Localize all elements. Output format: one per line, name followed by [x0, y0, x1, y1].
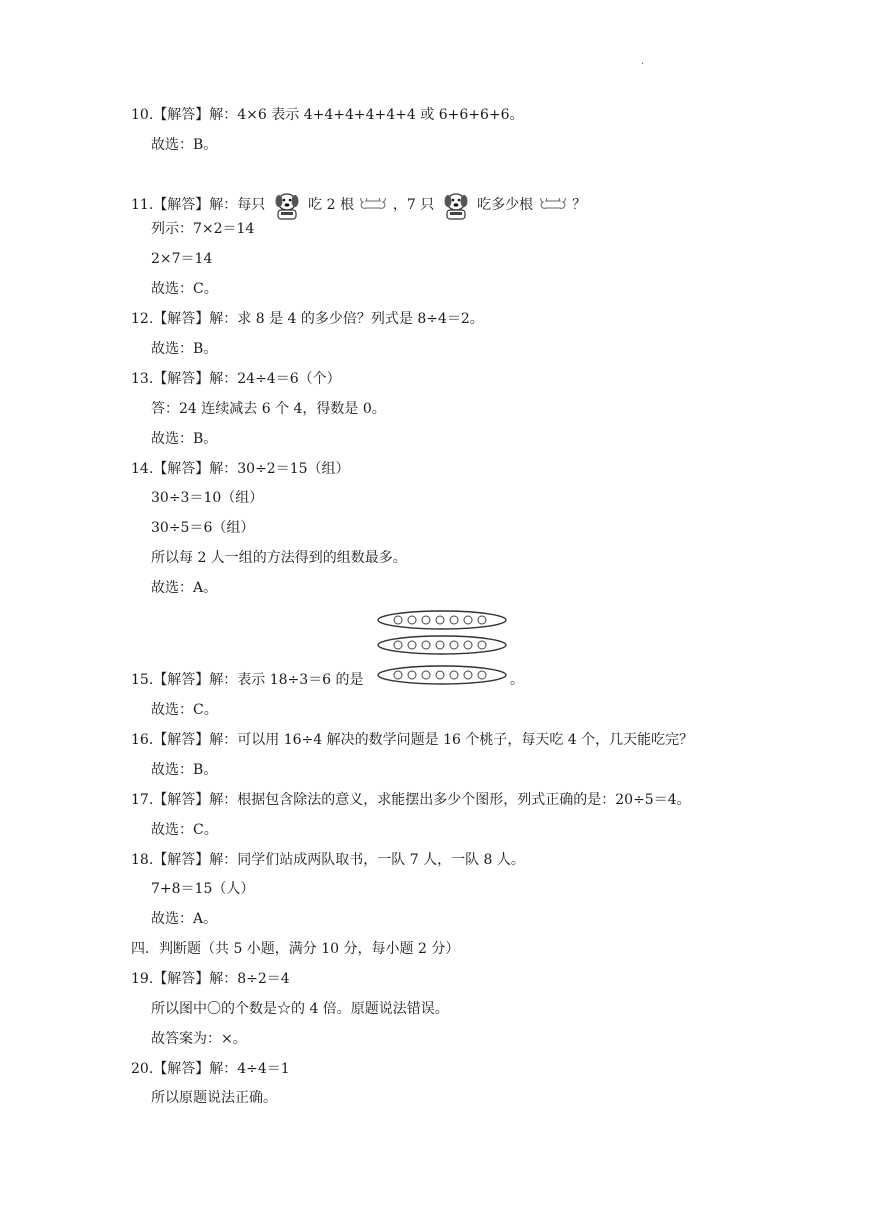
answer-20-explain: 所以原题说法正确。 [151, 1090, 277, 1106]
answer-15-choice: 故选：C。 [151, 702, 218, 718]
answer-19: 19.【解答】解：8÷2＝4 [131, 971, 290, 987]
answer-14-step3: 30÷5＝6（组） [151, 520, 255, 536]
answer-16-choice: 故选：B。 [151, 762, 218, 778]
answer-18-choice: 故选：A。 [151, 911, 218, 927]
answer-13: 13.【解答】解：24÷4＝6（个） [131, 371, 341, 387]
answer-14-conclusion: 所以每 2 人一组的方法得到的组数最多。 [151, 550, 407, 566]
group-ellipse-1 [378, 611, 506, 629]
answer-10-choice: 故选：B。 [151, 137, 218, 153]
answer-11 [131, 188, 586, 222]
answer-11-part4: 吃多少根 [477, 197, 534, 213]
bone-icon [358, 198, 388, 212]
answer-14: 14.【解答】解：30÷2＝15（组） [131, 461, 350, 477]
dog-icon [270, 188, 304, 222]
answer-17-choice: 故选：C。 [151, 822, 218, 838]
answer-16: 16.【解答】解：可以用 16÷4 解决的数学问题是 16 个桃子，每天吃 4 个，几天能吃完？ [131, 732, 694, 748]
section-4-heading: 四．判断题（共 5 小题，满分 10 分，每小题 2 分） [131, 941, 460, 957]
group-ellipse-2 [378, 636, 506, 654]
answer-14-choice: 故选：A。 [151, 580, 218, 596]
answer-18-step: 7+8＝15（人） [151, 881, 255, 897]
group-ellipse-3 [378, 666, 506, 684]
answer-11-choice: 故选：C。 [151, 281, 218, 297]
answer-11-step1: 列示：7×2＝14 [151, 221, 255, 237]
answer-20: 20.【解答】解：4÷4＝1 [131, 1061, 290, 1077]
answer-11-part2: 吃 2 根 [308, 197, 354, 213]
answer-13-choice: 故选：B。 [151, 431, 218, 447]
dog-icon [439, 188, 473, 222]
answer-17: 17.【解答】解：根据包含除法的意义，求能摆出多少个图形，列式正确的是：20÷5＝4。 [131, 792, 691, 808]
answer-19-explain: 所以图中〇的个数是☆的 4 倍。原题说法错误。 [151, 1001, 449, 1017]
answer-18: 18.【解答】解：同学们站成两队取书，一队 7 人，一队 8 人。 [131, 852, 525, 868]
grouped-animals-figure [376, 609, 510, 689]
answer-11-part1: 11.【解答】解：每只 [131, 197, 266, 213]
answer-11-part5: ？ [572, 197, 587, 213]
answer-14-step2: 30÷3＝10（组） [151, 490, 264, 506]
answer-11-part3: ，7 只 [392, 197, 435, 213]
answer-19-result: 故答案为：×。 [151, 1031, 247, 1047]
answer-13-explain: 答：24 连续减去 6 个 4，得数是 0。 [151, 401, 386, 417]
answer-15-end: 。 [510, 672, 524, 688]
answer-15: 15.【解答】解：表示 18÷3＝6 的是 [131, 672, 364, 688]
bone-icon [538, 198, 568, 212]
header-dot: . [641, 56, 645, 67]
answer-12: 12.【解答】解：求 8 是 4 的多少倍？列式是 8÷4＝2。 [131, 311, 484, 327]
answer-11-step2: 2×7＝14 [151, 251, 213, 267]
answer-10: 10.【解答】解：4×6 表示 4+4+4+4+4+4 或 6+6+6+6。 [131, 107, 524, 123]
answer-12-choice: 故选：B。 [151, 341, 218, 357]
